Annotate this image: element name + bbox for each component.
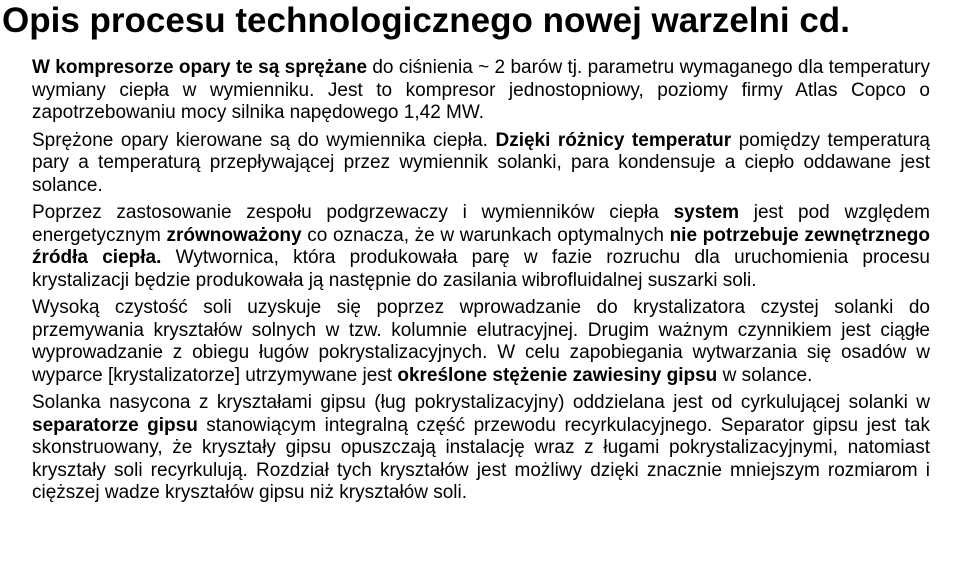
paragraph-compressor: [32, 57, 930, 125]
bold-text-run: W kompresorze opary te są sprężane: [32, 57, 368, 78]
bold-text-run: nie potrzebuje zewnętrznego źródła ciepła.: [32, 224, 930, 268]
text-run: Solanka nasycona z kryształami gipsu (ług pokrystalizacyjny) oddzielana jest od cyrkulującej solanki w: [32, 392, 930, 413]
slide-title: Opis procesu technologicznego nowej warzelni cd.: [2, 1, 850, 40]
bold-text-run: zrównoważony: [166, 224, 302, 246]
text-run: co oznacza, że w warunkach optymalnych: [301, 224, 670, 246]
paragraph-salt-purity: [32, 297, 930, 387]
text-run: stanowiącym integralną część przewodu recyrkulacyjnego. Separator gipsu jest tak skonstruowany, że kryształy gipsu opuszczają instalację wraz z ługami pokrystalizacyjnymi, natomiast kryształy soli recyrkulują. Rozdział tych kryształów jest możliwy dzięki znacznie mniejszym rozmiarom i cięższej wadze kryształów gipsu niż kryształów soli.: [32, 414, 930, 503]
bold-text-run: określone stężenie zawiesiny gipsu: [397, 364, 718, 386]
text-run: Poprzez zastosowanie zespołu podgrzewaczy i wymienników ciepła: [32, 202, 674, 223]
paragraph-gypsum-separator: [32, 392, 930, 505]
bold-text-run: separatorze gipsu: [32, 414, 198, 436]
slide-body: [32, 57, 930, 510]
text-run: jest pod względem energetycznym: [32, 202, 930, 246]
paragraph-energy-balance: [32, 202, 930, 292]
bold-text-run: system: [673, 202, 740, 223]
text-run: Sprężone opary kierowane są do wymiennika ciepła.: [32, 129, 496, 151]
text-run: do ciśnienia ~ 2 barów tj. parametru wymaganego dla temperatury wymiany ciepła w wymienniku. Jest to kompresor jednostopniowy, poziomy firmy Atlas Copco o zapotrzebowaniu mocy silnika napędowego 1,42 MW.: [32, 57, 930, 123]
text-run: Wytwornica, która produkowała parę w fazie rozruchu dla uruchomienia procesu krystalizacji będzie produkowała ją następnie do zasilania wibrofluidalnej suszarki soli.: [32, 247, 930, 291]
text-run: Wysoką czystość soli uzyskuje się poprzez wprowadzanie do krystalizatora czystej solanki do przemywania kryształów solnych w tzw. kolumnie elutracyjnej. Drugim ważnym czynnikiem jest ciągłe wyprowadzanie z obiegu ługów pokrystalizacyjnych. W celu zapobiegania wytwarzania się osadów w wyparce [krystalizatorze] utrzymywane jest: [32, 297, 930, 386]
text-run: pomiędzy temperaturą pary a temperaturą przepływającej przez wymiennik solanki, para kondensuje a ciepło oddawane jest solance.: [32, 129, 930, 196]
paragraph-heat-exchanger: [32, 130, 930, 198]
bold-text-run: Dzięki różnicy temperatur: [495, 129, 732, 151]
text-run: w solance.: [717, 364, 813, 386]
